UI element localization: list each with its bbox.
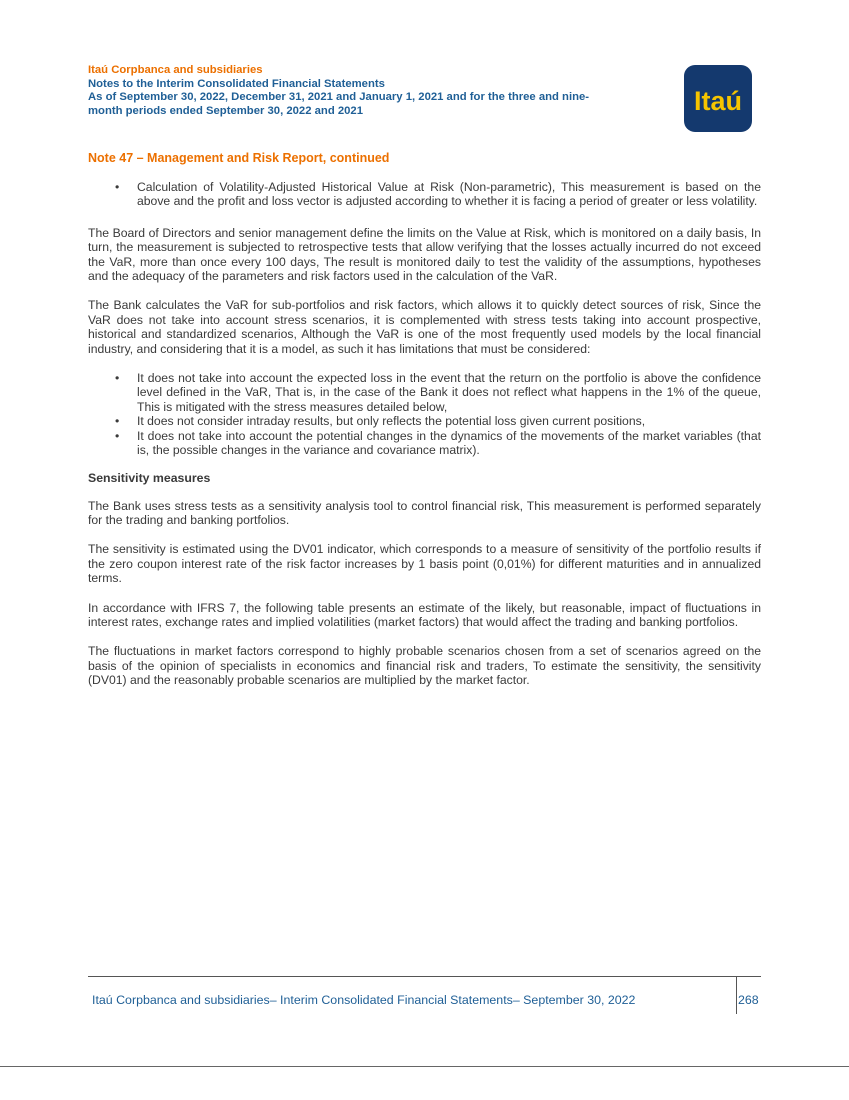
page-number: 268 bbox=[738, 993, 759, 1007]
header-period-line-1: As of September 30, 2022, December 31, 2021 and January 1, 2021 and for the three and nine- bbox=[88, 91, 590, 103]
list-item: • It does not consider intraday results, but only reflects the potential loss given current positions, bbox=[137, 414, 761, 428]
footer-divider bbox=[88, 976, 761, 977]
header-company: Itaú Corpbanca and subsidiaries bbox=[88, 64, 263, 76]
bullet-list-var-methods bbox=[88, 180, 761, 209]
footer-page-divider bbox=[736, 976, 737, 1014]
main-content bbox=[88, 180, 761, 703]
note-title: Note 47 – Management and Risk Report, continued bbox=[88, 151, 390, 165]
itau-logo bbox=[684, 65, 752, 132]
paragraph-stress-tests: The Bank uses stress tests as a sensitivity analysis tool to control financial risk, This measurement is performed separately for the trading and banking portfolios. bbox=[88, 498, 761, 527]
section-title-sensitivity: Sensitivity measures bbox=[88, 470, 211, 485]
list-item: • Calculation of Volatility-Adjusted Historical Value at Risk (Non-parametric), This measurement is based on the above and the profit and loss vector is adjusted according to whether it is facing a period of greater or less volatility. bbox=[137, 180, 761, 209]
page-bottom-edge bbox=[0, 1066, 849, 1067]
paragraph-dv01: The sensitivity is estimated using the DV01 indicator, which corresponds to a measure of sensitivity of the portfolio results if the zero coupon interest rate of the risk factor increases by 1 basis point (0,01%) for different maturities and in annualized terms. bbox=[88, 542, 761, 586]
list-item: • It does not take into account the potential changes in the dynamics of the movements of the market variables (that is, the possible changes in the variance and covariance matrix). bbox=[137, 429, 761, 458]
list-item: • It does not take into account the expected loss in the event that the return on the portfolio is above the confidence level defined in the VaR, That is, in the case of the Bank it does not reflect what happens in the 1% of the queue, This is mitigated with the stress measures detailed below, bbox=[137, 371, 761, 414]
bullet-list-var-limitations bbox=[88, 371, 761, 457]
paragraph-var-calculation: The Bank calculates the VaR for sub-portfolios and risk factors, which allows it to quickly detect sources of risk, Since the VaR does not take into account stress scenarios, it is complemented with stress tests taking into account prospective, historical and standardized scenarios, Although the VaR is one of the most frequently used models by the local financial industry, and considering that it is a model, as such it has limitations that must be considered: bbox=[88, 298, 761, 356]
paragraph-var-limits: The Board of Directors and senior management define the limits on the Value at Risk, which is monitored on a daily basis, In turn, the measurement is subjected to retrospective tests that allow verifying that the losses actually incurred do not exceed the VaR, more than once every 100 days, The result is monitored daily to test the validity of the assumptions, hypotheses and the adequacy of the parameters and risk factors used in the calculation of the VaR. bbox=[88, 225, 761, 284]
header-period-line-2: month periods ended September 30, 2022 and 2021 bbox=[88, 104, 363, 117]
logo-text: Itaú bbox=[693, 85, 743, 116]
document-header bbox=[88, 64, 658, 118]
paragraph-market-factors: The fluctuations in market factors correspond to highly probable scenarios chosen from a set of scenarios agreed on the basis of the opinion of specialists in economics and financial risk and traders, To estimate the sensitivity, the sensitivity (DV01) and the reasonably probable scenarios are multiplied by the market factor. bbox=[88, 644, 761, 688]
footer-text: Itaú Corpbanca and subsidiaries– Interim Consolidated Financial Statements– September 30, 2022 bbox=[92, 993, 636, 1007]
header-subtitle: Notes to the Interim Consolidated Financial Statements bbox=[88, 77, 385, 90]
paragraph-ifrs7: In accordance with IFRS 7, the following table presents an estimate of the likely, but reasonable, impact of fluctuations in interest rates, exchange rates and implied volatilities (market factors) that would affect the trading and banking portfolios. bbox=[88, 600, 761, 629]
itau-logo-wordmark bbox=[687, 79, 749, 119]
